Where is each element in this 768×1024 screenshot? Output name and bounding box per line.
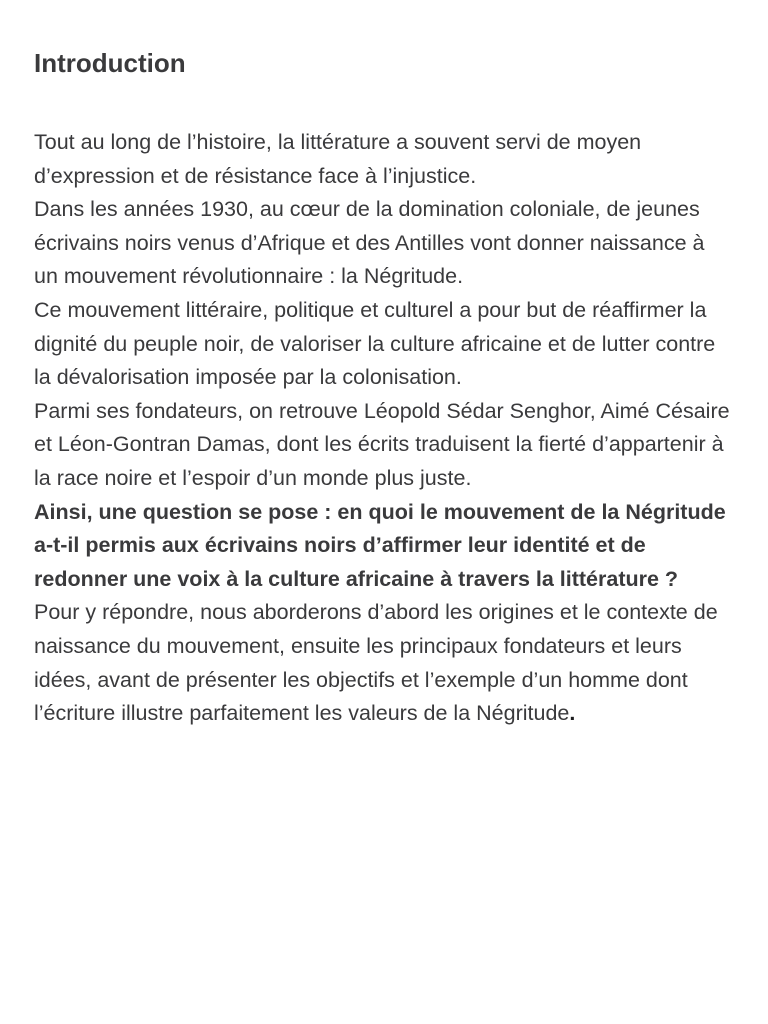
- paragraph-plan: [34, 596, 734, 730]
- final-period: .: [569, 701, 576, 726]
- paragraph-problematic: Ainsi, une question se pose : en quoi le mouvement de la Négritude a-t-il permis aux écrivains noirs d’affirmer leur identité et de redonner une voix à la culture africaine à travers la littérature ?: [34, 499, 726, 591]
- paragraph-movement: Ce mouvement littéraire, politique et culturel a pour but de réaffirmer la dignité du peuple noir, de valoriser la culture africaine et de lutter contre la dévalorisation imposée par la colonisation.: [34, 297, 716, 390]
- paragraph-founders: Parmi ses fondateurs, on retrouve Léopold Sédar Senghor, Aimé Césaire et Léon-Gontran Damas, dont les écrits traduisent la fierté d’appartenir à la race noire et l’espoir d’un monde plus juste.: [34, 398, 730, 490]
- paragraph-intro: Tout au long de l’histoire, la littérature a souvent servi de moyen d’expression et de résistance face à l’injustice.: [34, 130, 642, 188]
- document-title: Introduction: [34, 48, 186, 78]
- document-body: [34, 126, 734, 731]
- paragraph-context: Dans les années 1930, au cœur de la domination coloniale, de jeunes écrivains noirs venus d’Afrique et des Antilles vont donner naissance à un mouvement révolutionnaire : la Négritude.: [34, 197, 705, 289]
- plan-text: Pour y répondre, nous aborderons d’abord les origines et le contexte de naissance du mouvement, ensuite les principaux fondateurs et leurs idées, avant de présenter les objectifs et l’exemple d’un homme dont l’écriture illustre parfaitement les valeurs de la Négritude: [34, 600, 718, 726]
